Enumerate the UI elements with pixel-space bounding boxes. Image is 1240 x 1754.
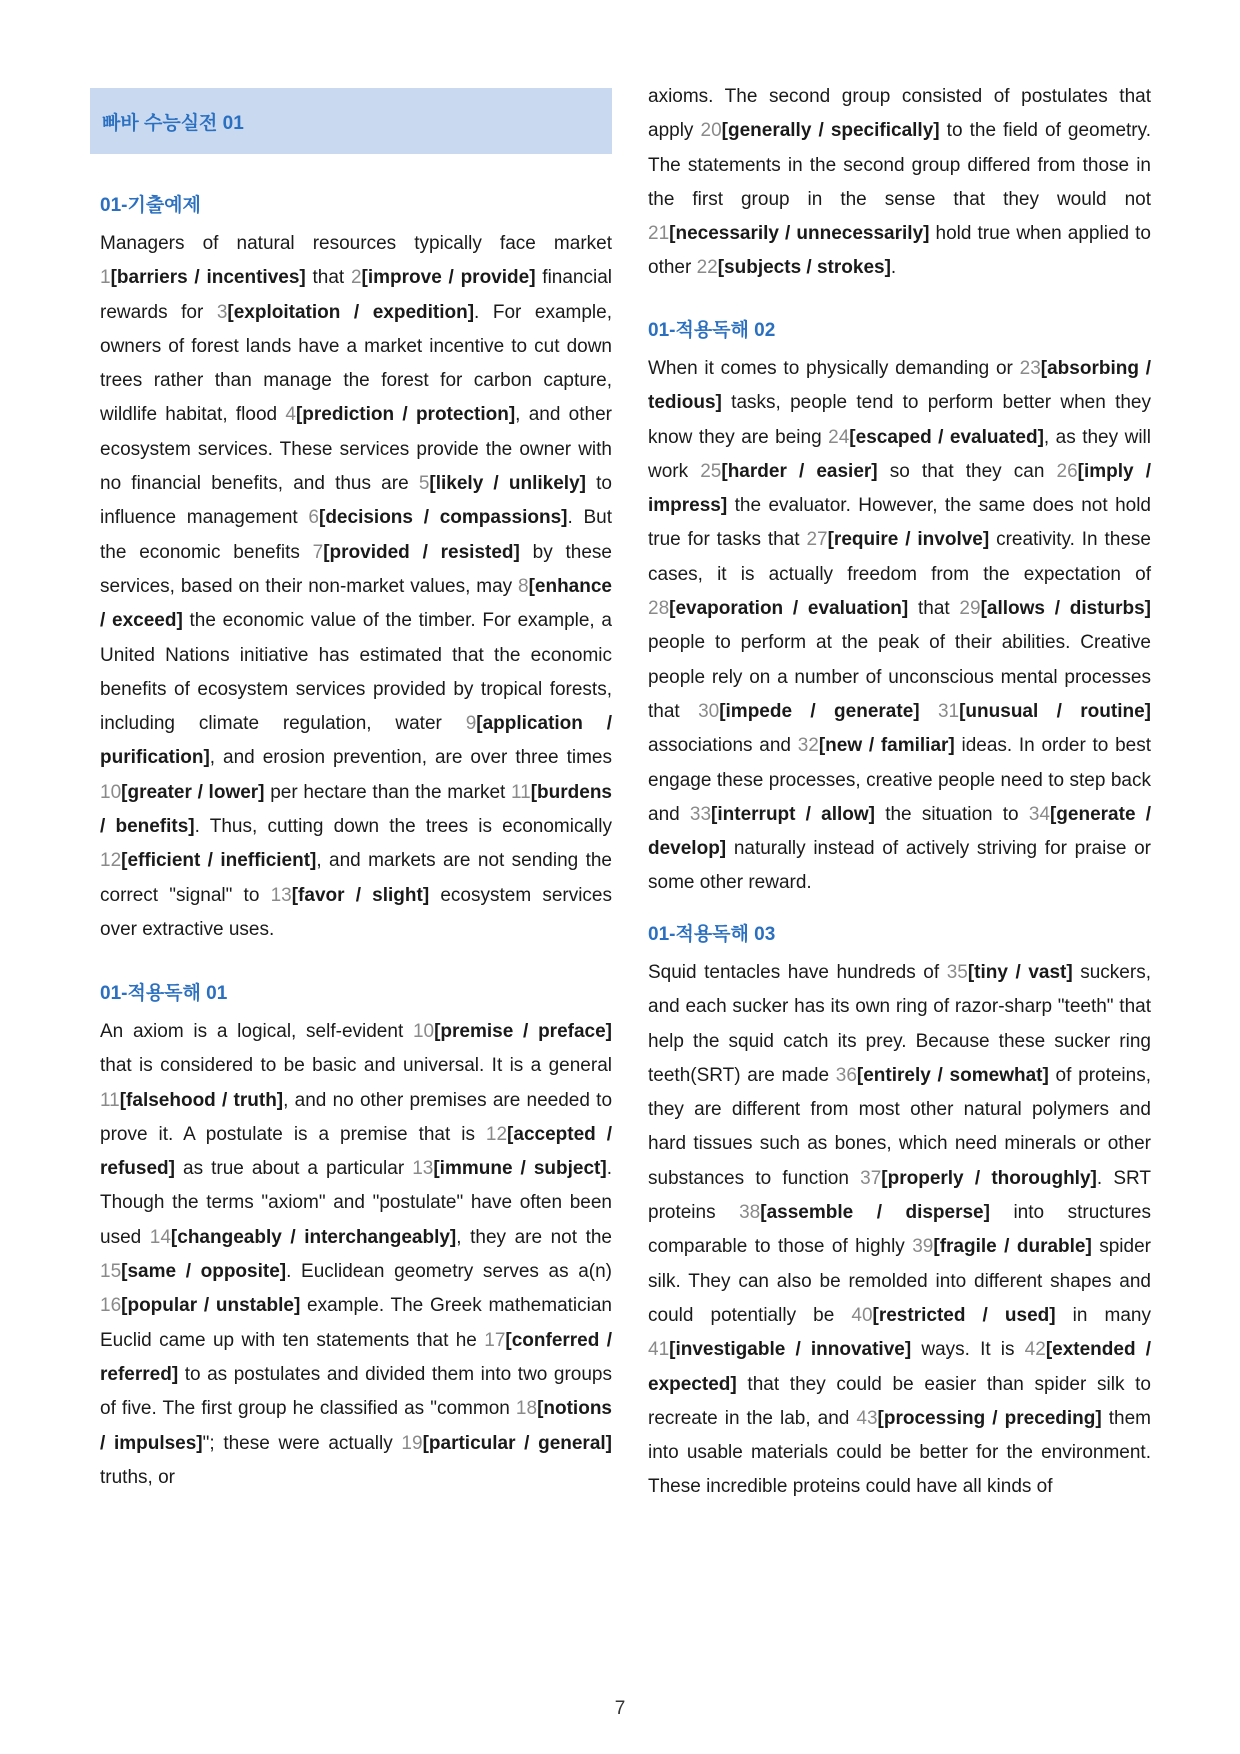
question-number: 11 (100, 1089, 120, 1111)
section-heading: 01-기출예제 (100, 195, 201, 216)
text-run: example. The Greek mathematician Euclid came up with ten statements that he (100, 1295, 612, 1351)
text-run (920, 701, 938, 722)
question-number: 13 (270, 884, 292, 906)
word-choice: [new / familiar] (818, 735, 955, 757)
text-run: that (908, 598, 960, 620)
text-run: to influence management (100, 473, 612, 529)
text-run: Squid tentacles have hundreds of (648, 962, 947, 983)
question-number: 19 (401, 1432, 423, 1454)
word-choice: [improve / provide] (361, 267, 536, 289)
word-choice: [prediction / protection] (295, 404, 516, 426)
text-run: to the field of geometry. The statements in the second group differed from those in the first group in the sense that they would not (648, 120, 1151, 210)
text-run: , as they will work (648, 426, 1151, 482)
word-choice: [likely / unlikely] (429, 473, 586, 495)
text-run: them into usable materials could be better for the environment. These incredible proteins could have all kinds of (648, 1407, 1151, 1498)
question-number: 10 (412, 1021, 435, 1042)
word-choice: [require / involve] (827, 529, 990, 551)
word-choice: [exploitation / expedition] (227, 301, 475, 323)
word-choice: [processing / preceding] (877, 1407, 1102, 1429)
text-run: . But the economic benefits (100, 507, 612, 563)
text-run: into structures comparable to those of highly (648, 1202, 1152, 1258)
word-choice: [extended / expected] (648, 1339, 1151, 1395)
text-run: . Euclidean geometry serves as a(n) (286, 1261, 613, 1283)
word-choice: [absorbing / tedious] (648, 358, 1151, 414)
text-run: ecosystem services over extractive uses. (100, 884, 613, 940)
text-run: by these services, based on their non-market values, may (100, 541, 612, 597)
text-run: . Thus, cutting down the trees is economically (194, 816, 612, 838)
text-run: that is considered to be basic and universal. It is a general (100, 1055, 612, 1077)
question-number: 20 (700, 120, 722, 142)
question-number: 11 (510, 781, 531, 803)
word-choice: [changeably / interchangeably] (170, 1226, 457, 1248)
question-number: 4 (285, 404, 296, 426)
word-choice: [tiny / vast] (967, 962, 1073, 983)
word-choice: [generally / specifically] (721, 120, 940, 142)
banner-title: 빠바 수능실전 01 (102, 112, 244, 134)
word-choice: [favor / slight] (291, 884, 430, 906)
word-choice: [investigable / innovative] (669, 1339, 912, 1361)
question-number: 28 (648, 598, 670, 620)
question-number: 5 (418, 473, 430, 495)
question-number: 22 (696, 257, 718, 279)
word-choice: [efficient / inefficient] (121, 850, 317, 872)
text-run: , and no other premises are needed to prove it. A postulate is a premise that is (100, 1089, 613, 1145)
word-choice: [subjects / strokes] (717, 257, 891, 279)
question-number: 12 (100, 850, 122, 872)
text-run: that (305, 267, 351, 289)
word-choice: [unusual / routine] (959, 700, 1151, 722)
word-choice: [application / purification] (100, 713, 612, 769)
section-applied-03 (648, 922, 1151, 1505)
text-run: people to perform at the peak of their abilities. Creative people rely on a number of unconscious mental processes that (648, 632, 1151, 722)
text-run: Managers of natural resources typically face market (100, 233, 612, 254)
page-banner (90, 88, 612, 154)
question-number: 39 (912, 1236, 934, 1258)
question-number: 31 (937, 700, 960, 722)
question-number: 8 (518, 575, 529, 597)
text-run: , and other ecosystem services. These services provide the owner with no financial benefits, and thus are (100, 404, 612, 495)
word-choice: [entirely / somewhat] (856, 1064, 1049, 1086)
text-run: . For example, owners of forest lands have a market incentive to cut down trees rather than manage the forest for carbon capture, wildlife habitat, flood (100, 301, 612, 426)
question-number: 27 (806, 529, 828, 551)
text-run: axioms. The second group consisted of postulates that apply (648, 86, 1151, 142)
question-number: 16 (100, 1295, 122, 1317)
question-number: 33 (689, 803, 712, 825)
word-choice: [burdens / benefits] (100, 781, 612, 838)
text-run: the economic value of the timber. For example, a United Nations initiative has estimated that the economic benefits of ecosystem services provided by tropical forests, including climate regulation, water (100, 610, 613, 735)
text-run: . Though the terms "axiom" and "postulate" have often been used (100, 1158, 612, 1248)
question-number: 6 (308, 507, 319, 529)
text-run: in many (1055, 1304, 1152, 1326)
section-applied-01 (90, 981, 612, 1495)
word-choice: [provided / resisted] (323, 541, 520, 563)
text-run: , and markets are not sending the correct "signal" to (100, 850, 612, 906)
text-run: naturally instead of actively striving for praise or some other reward. (648, 838, 1151, 894)
question-number: 29 (959, 598, 981, 620)
section-applied-02 (648, 318, 1151, 901)
question-number: 35 (946, 962, 968, 983)
question-number: 18 (515, 1398, 538, 1420)
text-run: as true about a particular (174, 1158, 413, 1180)
question-number: 25 (700, 460, 722, 482)
text-run: tasks, people tend to perform better when they know they are being (648, 392, 1151, 448)
question-number: 40 (851, 1304, 873, 1326)
text-run: , they are not the (456, 1226, 613, 1248)
question-number: 42 (1024, 1339, 1046, 1361)
word-choice: [escaped / evaluated] (849, 426, 1044, 448)
question-number: 1 (100, 267, 111, 289)
text-run: so that they can (877, 460, 1057, 482)
word-choice: [accepted / refused] (100, 1123, 612, 1180)
question-number: 41 (648, 1339, 670, 1361)
word-choice: [immune / subject] (433, 1158, 607, 1180)
text-run: , and erosion prevention, are over three times (209, 747, 612, 769)
word-choice: [generate / develop] (648, 803, 1151, 860)
word-choice: [imply / impress] (648, 460, 1151, 517)
text-run: ways. It is (911, 1339, 1025, 1361)
question-number: 12 (485, 1123, 508, 1145)
text-run: truths, or (100, 1466, 175, 1488)
question-number: 37 (860, 1167, 882, 1189)
text-run: hold true when applied to other (648, 223, 1151, 279)
word-choice: [falsehood / truth] (119, 1089, 284, 1111)
question-number: 24 (828, 426, 850, 448)
question-number: 17 (484, 1329, 506, 1351)
question-number: 38 (739, 1202, 761, 1224)
word-choice: [restricted / used] (872, 1304, 1056, 1326)
question-number: 15 (100, 1261, 122, 1283)
section-paragraph (648, 352, 1151, 901)
question-number: 2 (350, 267, 362, 289)
question-number: 36 (835, 1064, 857, 1086)
text-run: . SRT proteins (648, 1167, 1152, 1224)
section-heading: 01-적용독해 01 (100, 983, 228, 1004)
question-number: 3 (216, 301, 228, 323)
section-paragraph (100, 227, 612, 947)
question-number: 14 (149, 1226, 171, 1248)
text-run: associations and (648, 735, 798, 757)
word-choice: [impede / generate] (719, 700, 920, 722)
section-paragraph (100, 1015, 612, 1495)
question-number: 23 (1019, 358, 1041, 379)
word-choice: [same / opposite] (121, 1261, 287, 1283)
text-run: ideas. In order to best engage these processes, creative people need to step back and (648, 735, 1151, 825)
section-heading: 01-적용독해 02 (648, 320, 776, 341)
word-choice: [interrupt / allow] (711, 803, 875, 825)
text-run: suckers, and each sucker has its own ring of razor-sharp "teeth" that help the squid catch its prey. Because these sucker ring teeth(SRT) are made (648, 962, 1151, 1086)
word-choice: [enhance / exceed] (100, 575, 612, 632)
text-run: that they could be easier than spider silk to recreate in the lab, and (648, 1373, 1151, 1429)
section-paragraph-continued (648, 80, 1151, 286)
question-number: 21 (648, 223, 670, 245)
text-run: to as postulates and divided them into two groups of five. The first group he classified as "common (100, 1363, 612, 1420)
word-choice: [premise / preface] (434, 1021, 612, 1042)
word-choice: [properly / thoroughly] (881, 1167, 1097, 1189)
word-choice: [allows / disturbs] (980, 598, 1152, 620)
text-run: An axiom is a logical, self-evident (100, 1021, 413, 1042)
word-choice: [popular / unstable] (121, 1295, 301, 1317)
word-choice: [evaporation / evaluation] (669, 598, 909, 620)
question-number: 10 (100, 781, 122, 803)
text-run: financial rewards for (100, 267, 612, 323)
question-number: 13 (412, 1158, 434, 1180)
text-run: the evaluator. However, the same does not hold true for tasks that (648, 495, 1151, 551)
text-run: "; these were actually (202, 1432, 402, 1454)
page-number: 7 (614, 1698, 626, 1719)
text-run: spider silk. They can also be remolded into different shapes and could potentially be (648, 1236, 1151, 1326)
section-paragraph (648, 956, 1151, 1505)
section-past-exam (90, 193, 612, 947)
word-choice: [greater / lower] (121, 781, 265, 803)
question-number: 43 (856, 1407, 878, 1429)
word-choice: [harder / easier] (721, 460, 878, 482)
text-run: per hectare than the market (264, 781, 511, 803)
word-choice: [fragile / durable] (933, 1236, 1092, 1258)
text-run: creativity. In these cases, it is actually freedom from the expectation of (648, 529, 1151, 585)
word-choice: [particular / general] (422, 1432, 612, 1454)
text-run: of proteins, they are different from most other natural polymers and hard tissues such as bones, which need minerals or other substances to function (648, 1064, 1151, 1189)
word-choice: [notions / impulses] (100, 1398, 612, 1454)
question-number: 30 (698, 700, 720, 722)
question-number: 26 (1056, 460, 1078, 482)
section-heading: 01-적용독해 03 (648, 924, 776, 945)
question-number: 32 (797, 735, 819, 757)
word-choice: [conferred / referred] (100, 1329, 612, 1385)
word-choice: [barriers / incentives] (110, 267, 306, 289)
text-run: the situation to (875, 803, 1029, 825)
section-applied-01-continued (648, 80, 1151, 286)
question-number: 9 (465, 713, 477, 735)
question-number: 7 (312, 541, 324, 563)
word-choice: [necessarily / unnecessarily] (669, 223, 930, 245)
question-number: 34 (1028, 803, 1050, 825)
word-choice: [decisions / compassions] (319, 507, 568, 529)
word-choice: [assemble / disperse] (760, 1202, 990, 1224)
text-run: . (890, 257, 897, 279)
text-run: When it comes to physically demanding or (648, 358, 1020, 379)
